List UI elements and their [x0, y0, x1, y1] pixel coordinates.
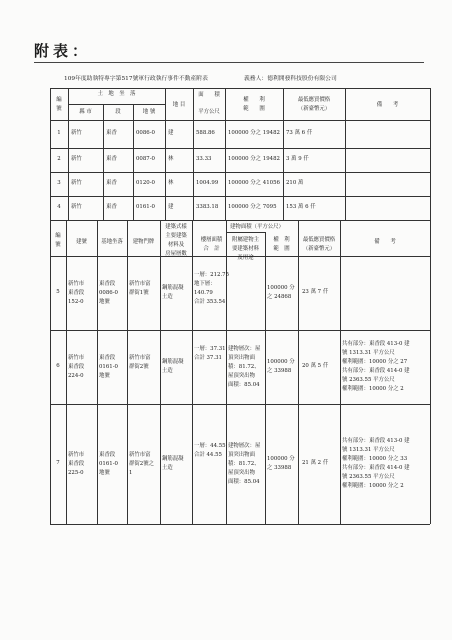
- header-remark: 備 考: [376, 102, 399, 108]
- building-row-number: 新竹市 東香段 225-0: [68, 452, 85, 476]
- land-row-share: 100000 分之 19482: [228, 156, 280, 162]
- header-section: 段: [115, 109, 121, 115]
- building-row-no: 5: [56, 289, 60, 295]
- building-row-no: 7: [56, 460, 60, 466]
- grid-line: [192, 220, 193, 524]
- building-row-base: 東香段 0161-0 地號: [99, 355, 118, 379]
- land-row-no: 1: [57, 130, 61, 136]
- building-row-area: 一層：37.31 合計 37.31: [194, 346, 226, 361]
- land-row-lot: 0087-0: [136, 156, 155, 162]
- grid-line: [265, 232, 266, 524]
- building-row-divider: [50, 404, 430, 405]
- grid-line: [160, 220, 161, 524]
- building-row-area: 一層：44.55 合計 44.55: [194, 443, 226, 458]
- header-base-location: 基地坐落: [101, 239, 123, 245]
- land-row-no: 3: [57, 180, 61, 186]
- header-annex: 附屬建物主 要建築材料 及用途: [232, 237, 259, 261]
- header-structure: 建築式樣 主要建築 材料及 房屋層數: [165, 224, 187, 257]
- land-row-share: 100000 分之 19482: [228, 130, 280, 136]
- land-table-top: [50, 88, 430, 89]
- building-row-share: 100000 分 之 33988: [267, 456, 295, 471]
- building-row-price: 23 萬 7 仟: [302, 289, 329, 295]
- title-underline: [34, 62, 424, 63]
- grid-line: [50, 220, 51, 524]
- header-area: 面 積: [198, 92, 220, 98]
- building-row-door: 新竹市富 群街2號: [129, 355, 151, 370]
- header-city: 縣 市: [79, 109, 92, 115]
- header-remark: 備 考: [374, 239, 396, 245]
- land-row-lot: 0086-0: [136, 130, 155, 136]
- land-row-no: 2: [57, 156, 61, 162]
- header-lot: 地 號: [142, 109, 156, 115]
- land-row-area: 1004.99: [196, 180, 219, 186]
- header-category: 地 目: [172, 102, 186, 108]
- header-door-address: 建物門牌: [132, 239, 155, 245]
- grid-line: [97, 220, 98, 524]
- building-row-area: 一層：212.75 地下層： 140.79 合計 353.54: [194, 272, 230, 305]
- land-row-no: 4: [57, 204, 61, 210]
- land-row-divider: [50, 120, 430, 121]
- building-row-share: 100000 分 之 33988: [267, 359, 295, 374]
- land-row-divider: [50, 148, 430, 149]
- grid-line: [127, 220, 128, 524]
- building-row-base: 東香段 0161-0 地號: [99, 452, 118, 476]
- land-row-category: 建: [168, 130, 174, 136]
- land-row-price: 210 萬: [286, 180, 304, 186]
- land-location-divider: [68, 104, 165, 105]
- land-row-section: 東香: [106, 156, 117, 162]
- land-row-price: 3 萬 9 仟: [286, 156, 309, 162]
- header-share: 權 利 範 圍: [273, 237, 290, 252]
- land-row-category: 林: [168, 180, 174, 186]
- header-no: 編 號: [55, 233, 61, 248]
- doc-reference: 109年度助執特專字第517號軍行政執行事件不動產附表: [64, 76, 208, 82]
- obligor-name: 義務人：德利開發科技股份有限公司: [244, 76, 337, 82]
- grid-line: [133, 104, 134, 220]
- land-row-price: 73 萬 6 仟: [286, 130, 313, 136]
- grid-line: [226, 220, 227, 524]
- land-row-divider: [50, 220, 430, 221]
- land-row-category: 林: [168, 156, 174, 162]
- grid-line: [66, 220, 67, 524]
- building-row-annex: 建物層次：屋 頂突出物面 積：81.72、 屋頂突出物 面積：85.04: [228, 443, 261, 485]
- land-row-share: 100000 分之 41056: [228, 180, 280, 186]
- land-row-divider: [50, 172, 430, 173]
- building-row-no: 6: [56, 363, 60, 369]
- building-row-remark: 共有部分：東香段 413-0 建 號 1313.31 平方公尺 權利範圍：10000 分之 27 共有部分：東香段 414-0 建 號 2363.55 平方公尺 權利範圍：10000 分之 2: [342, 341, 410, 392]
- land-row-city: 新竹: [71, 204, 82, 210]
- building-row-price: 21 萬 2 仟: [302, 460, 329, 466]
- building-row-price: 20 萬 5 仟: [302, 363, 329, 369]
- land-row-lot: 0120-0: [136, 180, 155, 186]
- grid-line: [430, 220, 431, 524]
- header-area-group: 建物面積（平方公尺）: [230, 224, 284, 230]
- land-row-city: 新竹: [71, 180, 82, 186]
- land-row-area: 3383.18: [196, 204, 219, 210]
- header-area-unit: 平方公尺: [198, 109, 220, 115]
- header-min-price: 最低應買價格 （新臺幣元）: [297, 97, 331, 112]
- building-row-structure: 鋼筋混凝 土造: [162, 359, 184, 374]
- grid-line: [430, 88, 431, 220]
- grid-line: [298, 220, 299, 524]
- header-min-price: 最低應買價格 （新臺幣元）: [302, 237, 336, 252]
- building-row-door: 新竹市富 群街2號之 1: [129, 452, 154, 476]
- land-row-price: 153 萬 6 仟: [286, 204, 316, 210]
- land-row-lot: 0161-0: [136, 204, 155, 210]
- header-land-location: 土 地 坐 落: [97, 91, 136, 97]
- land-row-category: 建: [168, 204, 174, 210]
- grid-line: [103, 104, 104, 220]
- building-row-structure: 鋼筋混凝 土造: [162, 285, 184, 300]
- land-row-section: 東香: [106, 130, 117, 136]
- building-row-divider: [50, 524, 430, 525]
- building-area-divider: [226, 232, 265, 233]
- header-floor-area: 樓層面積 合 計: [200, 237, 223, 252]
- land-row-city: 新竹: [71, 156, 82, 162]
- land-row-city: 新竹: [71, 130, 82, 136]
- building-row-share: 100000 分 之 24868: [267, 285, 295, 300]
- building-row-base: 東香段 0086-0 地號: [99, 281, 118, 305]
- building-row-annex: 建物層次：屋 頂突出物面 積：81.72、 屋頂突出物 面積：85.04: [228, 346, 261, 388]
- land-row-share: 100000 分之 7095: [228, 204, 277, 210]
- land-row-divider: [50, 196, 430, 197]
- header-share: 權 利 範 圍: [243, 97, 265, 112]
- building-row-remark: 共有部分：東香段 413-0 建 號 1313.31 平方公尺 權利範圍：10000 分之 33 共有部分：東香段 414-0 建 號 2363.55 平方公尺 權利範圍：10000 分之 2: [342, 438, 410, 489]
- building-row-divider: [50, 330, 430, 331]
- header-building-no: 建號: [76, 239, 87, 245]
- grid-line: [340, 220, 341, 524]
- land-row-area: 33.33: [196, 156, 212, 162]
- building-row-structure: 鋼筋混凝 土造: [162, 456, 184, 471]
- land-row-section: 東香: [106, 204, 117, 210]
- page-title: 附表：: [34, 42, 92, 60]
- building-row-number: 新竹市 東香段 152-0: [68, 281, 85, 305]
- land-row-section: 東香: [106, 180, 117, 186]
- building-row-number: 新竹市 東香段 224-0: [68, 355, 85, 379]
- building-row-door: 新竹市富 群街1號: [129, 281, 151, 296]
- land-row-area: 588.86: [196, 130, 215, 136]
- header-no: 編 號: [56, 97, 62, 112]
